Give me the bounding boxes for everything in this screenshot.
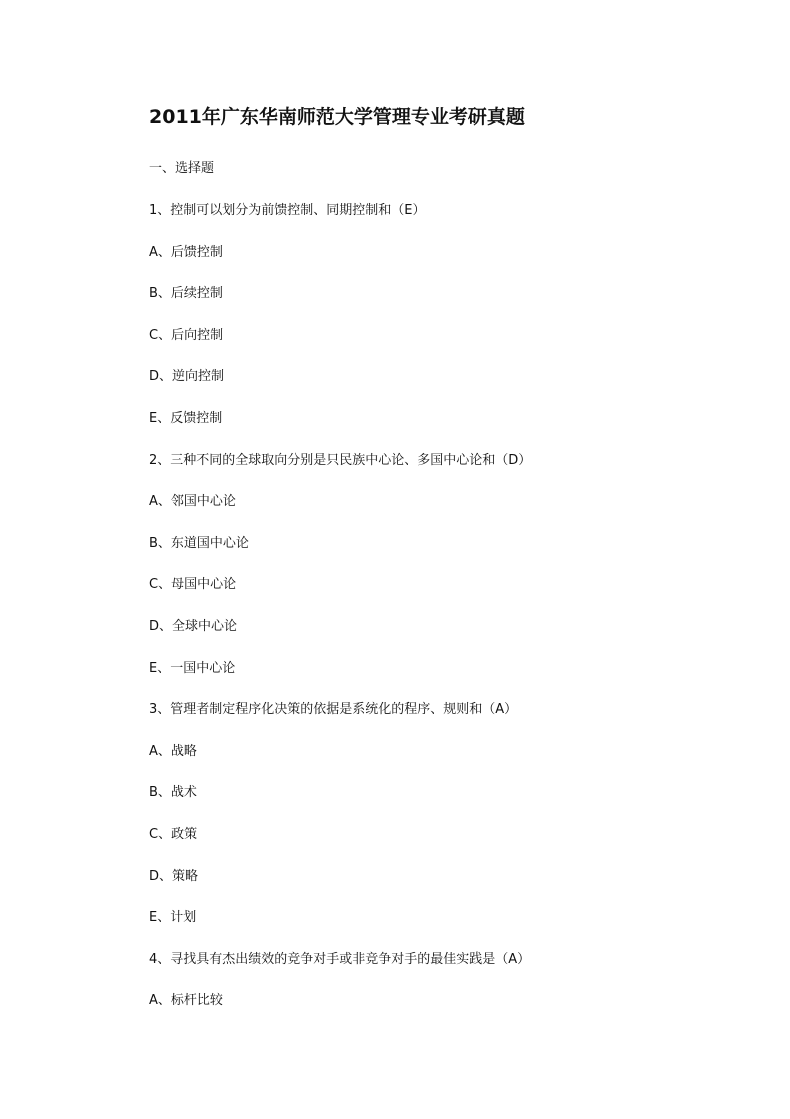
option-line: A、邻国中心论 [149,494,236,509]
section-heading: 一、选择题 [149,161,215,176]
question-1: 1、控制可以划分为前馈控制、同期控制和（E） [149,203,426,218]
option-line: C、母国中心论 [149,577,237,592]
option-line: C、后向控制 [149,328,224,343]
option-line: A、后馈控制 [149,245,223,260]
option-line: E、一国中心论 [149,661,236,676]
option-line: D、策略 [149,869,199,884]
option-line: B、战术 [149,785,197,800]
question-3: 3、管理者制定程序化决策的依据是系统化的程序、规则和（A） [149,702,518,717]
option-line: A、战略 [149,744,197,759]
option-line: B、东道国中心论 [149,536,249,551]
option-line: E、计划 [149,910,197,925]
option-line: C、政策 [149,827,198,842]
option-line: E、反馈控制 [149,411,223,426]
option-line: B、后续控制 [149,286,223,301]
document-title: 2011年广东华南师范大学管理专业考研真题 [149,106,525,128]
option-line: D、逆向控制 [149,369,225,384]
option-line: A、标杆比较 [149,993,223,1008]
option-line: D、全球中心论 [149,619,238,634]
question-2: 2、三种不同的全球取向分别是只民族中心论、多国中心论和（D） [149,453,532,468]
question-4: 4、寻找具有杰出绩效的竞争对手或非竞争对手的最佳实践是（A） [149,952,531,967]
